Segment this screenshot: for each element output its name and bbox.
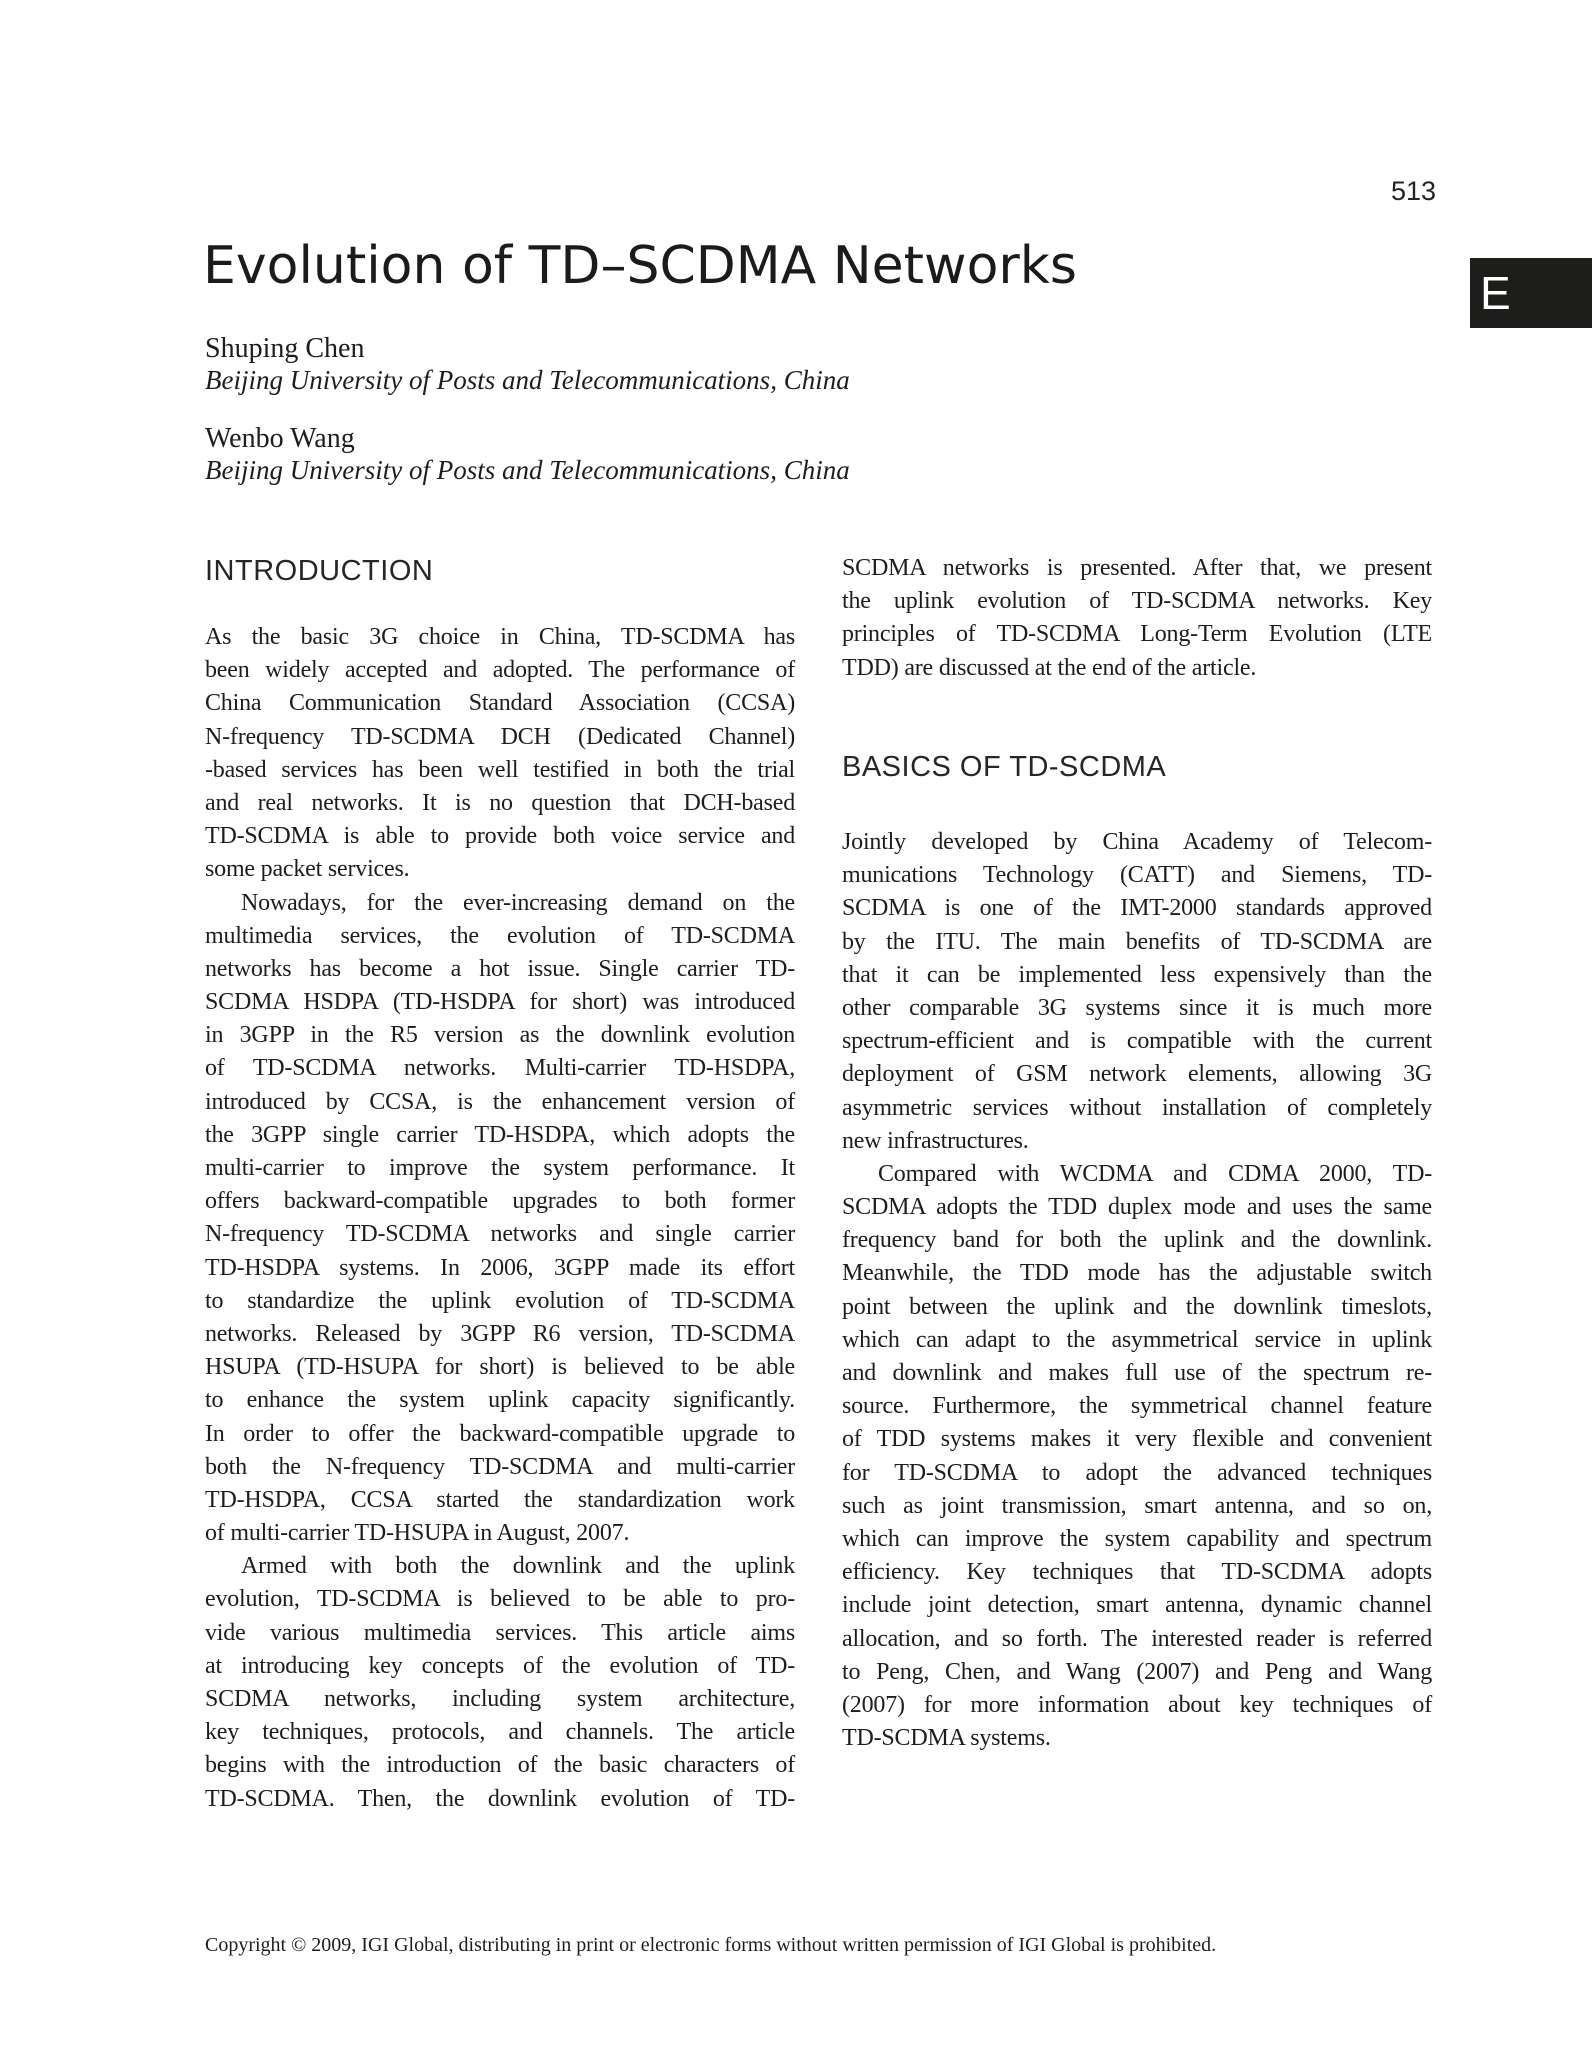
body-line: the 3GPP single carrier TD-HSDPA, which adopts the [205,1121,795,1148]
body-line: TDD) are discussed at the end of the article. [842,654,1257,681]
body-line: frequency band for both the uplink and the downlink. [842,1227,1432,1254]
body-line: TD-HSDPA systems. In 2006, 3GPP made its effort [205,1254,795,1281]
body-line: SCDMA networks, including system architecture, [205,1686,795,1712]
body-line: deployment of GSM network elements, allowing 3G [842,1061,1432,1088]
body-line: which can improve the system capability and spectrum [842,1525,1432,1552]
author-name: Shuping Chen [205,333,365,364]
body-line: by the ITU. The main benefits of TD-SCDMA are [842,928,1432,955]
body-line: Jointly developed by China Academy of Telecom- [842,829,1432,855]
body-line: of TD-SCDMA networks. Multi-carrier TD-HSDPA, [205,1055,795,1082]
body-line: As the basic 3G choice in China, TD-SCDMA has [205,624,795,650]
body-line: some packet services. [205,856,410,883]
body-line: China Communication Standard Association (CCSA) [205,690,795,717]
body-line: In order to offer the backward-compatible upgrade to [205,1420,795,1447]
body-line: Armed with both the downlink and the uplink [241,1553,795,1580]
body-line: munications Technology (CATT) and Siemens, TD- [842,862,1432,889]
right-column-intro-continuation [842,552,1432,685]
body-line: N-frequency TD-SCDMA networks and single carrier [205,1221,795,1248]
author-name: Wenbo Wang [205,423,355,454]
body-line: SCDMA networks is presented. After that, we present [842,555,1432,581]
body-line: of TDD systems makes it very flexible and convenient [842,1426,1432,1453]
body-line: for TD-SCDMA to adopt the advanced techniques [842,1459,1432,1486]
body-line: of multi-carrier TD-HSUPA in August, 2007. [205,1520,630,1547]
body-line: (2007) for more information about key techniques of [842,1691,1432,1718]
body-line: TD-SCDMA. Then, the downlink evolution of TD- [205,1785,795,1812]
body-line: spectrum-efficient and is compatible with the current [842,1028,1432,1055]
body-line: the uplink evolution of TD-SCDMA networks. Key [842,588,1432,615]
body-line: multi-carrier to improve the system performance. It [205,1155,795,1181]
body-line: been widely accepted and adopted. The performance of [205,657,795,684]
body-line: at introducing key concepts of the evolution of TD- [205,1652,795,1679]
body-line: which can adapt to the asymmetrical service in uplink [842,1326,1432,1353]
section-heading-introduction: INTRODUCTION [205,555,434,587]
body-line: point between the uplink and the downlink timeslots, [842,1293,1432,1320]
author-affiliation: Beijing University of Posts and Telecommunications, China [205,455,850,485]
body-line: evolution, TD-SCDMA is believed to be able to pro- [205,1586,795,1613]
body-line: allocation, and so forth. The interested reader is referred [842,1625,1432,1652]
body-line: Compared with WCDMA and CDMA 2000, TD- [878,1160,1432,1187]
body-line: SCDMA is one of the IMT-2000 standards approved [842,895,1432,922]
body-line: that it can be implemented less expensively than the [842,961,1432,988]
body-line: new infrastructures. [842,1127,1029,1154]
body-line: both the N-frequency TD-SCDMA and multi-carrier [205,1453,795,1480]
article-title: Evolution of TD–SCDMA Networks [203,236,1077,296]
body-line: to standardize the uplink evolution of TD-SCDMA [205,1287,795,1314]
body-line: offers backward-compatible upgrades to both former [205,1188,795,1215]
body-line: introduced by CCSA, is the enhancement version of [205,1088,795,1115]
body-line: begins with the introduction of the basic characters of [205,1752,795,1779]
body-line: in 3GPP in the R5 version as the downlink evolution [205,1022,795,1049]
body-line: and real networks. It is no question that DCH-based [205,789,795,816]
body-line: -based services has been well testified in both the trial [205,756,795,783]
body-line: TD-SCDMA systems. [842,1725,1051,1752]
body-line: include joint detection, smart antenna, dynamic channel [842,1592,1432,1619]
body-line: asymmetric services without installation of completely [842,1094,1432,1121]
body-line: HSUPA (TD-HSUPA for short) is believed to be able [205,1354,795,1381]
body-line: such as joint transmission, smart antenna, and so on, [842,1492,1432,1519]
body-line: to enhance the system uplink capacity significantly. [205,1387,795,1414]
body-line: principles of TD-SCDMA Long-Term Evolution (LTE [842,621,1432,648]
body-line: source. Furthermore, the symmetrical channel feature [842,1393,1432,1420]
copyright-footer: Copyright © 2009, IGI Global, distributing in print or electronic forms without written permission of IGI Global is prohibited. [205,1934,1217,1956]
right-column-body [842,826,1432,1755]
body-line: to Peng, Chen, and Wang (2007) and Peng and Wang [842,1658,1432,1685]
section-heading-basics: BASICS OF TD-SCDMA [842,751,1167,783]
body-line: Meanwhile, the TDD mode has the adjustable switch [842,1260,1432,1287]
body-line: networks. Released by 3GPP R6 version, TD-SCDMA [205,1320,795,1347]
body-line: TD-HSDPA, CCSA started the standardization work [205,1486,795,1513]
body-line: other comparable 3G systems since it is much more [842,994,1432,1021]
alphabet-edge-tab [1470,258,1592,328]
body-line: key techniques, protocols, and channels. The article [205,1719,795,1746]
edge-tab-letter: E [1480,267,1511,319]
body-line: and downlink and makes full use of the spectrum re- [842,1360,1432,1386]
body-line: efficiency. Key techniques that TD-SCDMA adopts [842,1559,1432,1586]
body-line: Nowadays, for the ever-increasing demand on the [241,889,795,916]
body-line: vide various multimedia services. This article aims [205,1619,795,1646]
body-line: networks has become a hot issue. Single carrier TD- [205,955,795,982]
page-number: 513 [1390,176,1436,206]
body-line: SCDMA adopts the TDD duplex mode and uses the same [842,1194,1432,1221]
body-line: N-frequency TD-SCDMA DCH (Dedicated Channel) [205,723,795,750]
body-line: TD-SCDMA is able to provide both voice service and [205,823,795,850]
left-column-body [205,621,795,1816]
body-line: SCDMA HSDPA (TD-HSDPA for short) was introduced [205,989,795,1016]
body-line: multimedia services, the evolution of TD-SCDMA [205,922,795,949]
author-affiliation: Beijing University of Posts and Telecommunications, China [205,365,850,395]
